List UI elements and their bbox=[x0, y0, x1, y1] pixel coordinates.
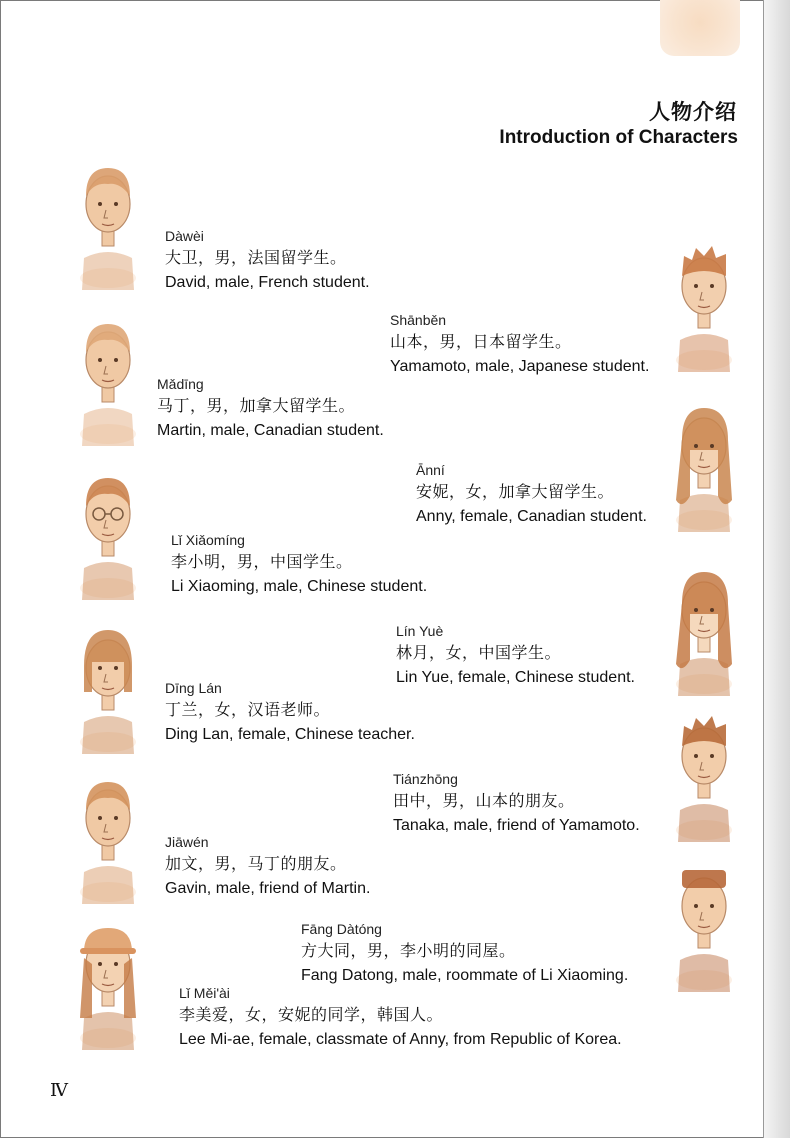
english-description: Martin, male, Canadian student. bbox=[157, 422, 384, 439]
english-description: Tanaka, male, friend of Yamamoto. bbox=[393, 817, 640, 834]
portrait-anny bbox=[668, 400, 740, 532]
chinese-description: 方大同，男，李小明的同屋。 bbox=[301, 943, 516, 960]
english-description: Gavin, male, friend of Martin. bbox=[165, 880, 371, 897]
pinyin-label: Dàwèi bbox=[165, 228, 204, 244]
character-entry-lee-miae bbox=[179, 982, 622, 1052]
character-entry-ding-lan bbox=[165, 677, 415, 747]
character-entry-martin bbox=[157, 373, 384, 443]
pinyin-label: Tiánzhōng bbox=[393, 771, 458, 787]
portrait-fang-datong bbox=[668, 860, 740, 992]
page-title-english: Introduction of Characters bbox=[499, 127, 738, 148]
english-description: Lee Mi-ae, female, classmate of Anny, from Republic of Korea. bbox=[179, 1031, 622, 1048]
pinyin-label: Jiāwén bbox=[165, 834, 209, 850]
page-number: Ⅳ bbox=[50, 1080, 68, 1100]
chinese-description: 山本，男，日本留学生。 bbox=[390, 334, 572, 351]
portrait-tanaka bbox=[668, 710, 740, 842]
character-entry-dawei bbox=[165, 225, 370, 295]
pinyin-label: Shānběn bbox=[390, 312, 447, 328]
pinyin-label: Dīng Lán bbox=[165, 680, 222, 696]
chinese-description: 马丁，男，加拿大留学生。 bbox=[157, 398, 356, 415]
pinyin-label: Mǎdīng bbox=[157, 376, 204, 392]
chapter-tab bbox=[660, 0, 740, 56]
pinyin-label: Lǐ Xiǎomíng bbox=[171, 532, 245, 548]
portrait-gavin bbox=[72, 772, 144, 904]
portrait-martin bbox=[72, 314, 144, 446]
chinese-description: 林月，女，中国学生。 bbox=[396, 645, 562, 662]
portrait-yamamoto bbox=[668, 240, 740, 372]
portrait-lin-yue bbox=[668, 564, 740, 696]
character-entry-li-xiaoming bbox=[171, 529, 427, 599]
portrait-ding-lan bbox=[72, 622, 144, 754]
english-description: Lin Yue, female, Chinese student. bbox=[396, 669, 635, 686]
chinese-description: 加文，男，马丁的朋友。 bbox=[165, 856, 347, 873]
pinyin-label: Lín Yuè bbox=[396, 623, 444, 639]
chinese-description: 安妮，女，加拿大留学生。 bbox=[416, 484, 615, 501]
character-entry-fang-datong bbox=[301, 918, 628, 988]
portrait-dawei bbox=[72, 158, 144, 290]
pinyin-label: Fāng Dàtóng bbox=[301, 921, 382, 937]
character-entry-anny bbox=[416, 459, 647, 529]
english-description: Fang Datong, male, roommate of Li Xiaoming. bbox=[301, 967, 629, 984]
english-description: Anny, female, Canadian student. bbox=[416, 508, 647, 525]
character-entry-gavin bbox=[165, 831, 370, 901]
portrait-li-xiaoming bbox=[72, 468, 144, 600]
character-entry-tanaka bbox=[393, 768, 640, 838]
english-description: Yamamoto, male, Japanese student. bbox=[390, 358, 650, 375]
character-entry-lin-yue bbox=[396, 620, 635, 690]
character-entry-yamamoto bbox=[390, 309, 649, 379]
chinese-description: 田中，男，山本的朋友。 bbox=[393, 793, 575, 810]
portrait-lee-miae bbox=[72, 918, 144, 1050]
english-description: David, male, French student. bbox=[165, 274, 370, 291]
chinese-description: 大卫，男，法国留学生。 bbox=[165, 250, 347, 267]
chinese-description: 李美爱，女，安妮的同学，韩国人。 bbox=[179, 1007, 444, 1024]
pinyin-label: Lǐ Měi'ài bbox=[179, 985, 230, 1001]
chinese-description: 丁兰，女，汉语老师。 bbox=[165, 702, 331, 719]
english-description: Li Xiaoming, male, Chinese student. bbox=[171, 578, 428, 595]
chinese-description: 李小明，男，中国学生。 bbox=[171, 554, 353, 571]
english-description: Ding Lan, female, Chinese teacher. bbox=[165, 726, 415, 743]
page-title-chinese: 人物介绍 bbox=[649, 101, 737, 124]
pinyin-label: Ānní bbox=[416, 462, 445, 478]
page-edge bbox=[763, 0, 790, 1138]
